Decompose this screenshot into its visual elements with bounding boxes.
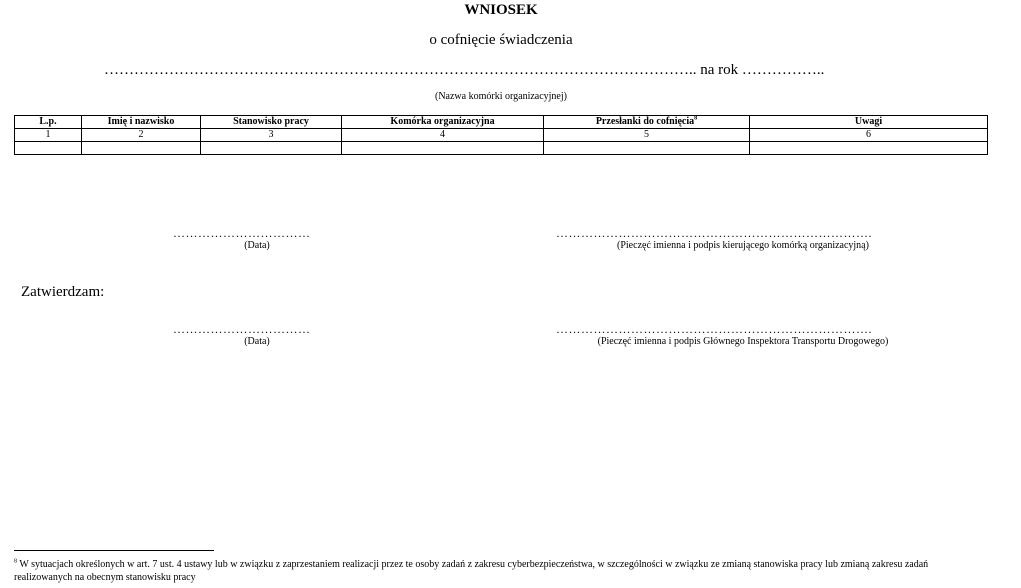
manager-signature-dots: …………………………………………………………………. (556, 226, 872, 240)
header-unit: Komórka organizacyjna (342, 116, 544, 129)
col-number: 6 (750, 129, 988, 142)
footnote-divider (14, 550, 214, 551)
date2-dots: …………………………… (173, 322, 311, 336)
footnote-number: 8 (14, 558, 17, 565)
footnote-mark: 8 (694, 115, 698, 122)
header-position: Stanowisko pracy (201, 116, 342, 129)
empty-cell[interactable] (342, 142, 544, 155)
empty-cell[interactable] (544, 142, 750, 155)
table-empty-row (15, 142, 988, 155)
footnote (14, 558, 979, 584)
header-lp: L.p. (15, 116, 82, 129)
document-subtitle: o cofnięcie świadczenia (429, 32, 573, 48)
request-table (14, 115, 988, 155)
empty-cell[interactable] (82, 142, 201, 155)
unit-caption: (Nazwa komórki organizacyjnej) (435, 91, 567, 102)
table-number-row (15, 129, 988, 142)
header-grounds (544, 116, 750, 129)
empty-cell[interactable] (750, 142, 988, 155)
inspector-signature-dots: …………………………………………………………………. (556, 322, 872, 336)
date-dots: …………………………… (173, 226, 311, 240)
document-title: WNIOSEK (464, 2, 538, 18)
header-remarks: Uwagi (750, 116, 988, 129)
header-grounds-label: Przesłanki do cofnięcia (595, 116, 695, 127)
col-number: 3 (201, 129, 342, 142)
footnote-text: W sytuacjach określonych w art. 7 ust. 4 ustawy lub w związku z zaprzestaniem realizacji przez te osoby zadań z zakresu cyberbezpieczeństwa, w szczególności w związku ze zmianą stanowiska pracy lub zmianą zakresu zadań realizowanych na obecnym stanowisku pracy (14, 559, 929, 583)
header-name: Imię i nazwisko (82, 116, 201, 129)
col-number: 2 (82, 129, 201, 142)
manager-signature-caption: (Pieczęć imienna i podpis kierującego komórką organizacyjną) (617, 240, 869, 251)
empty-cell[interactable] (201, 142, 342, 155)
unit-year-line: ……………………………………………………………………………………………………….. na rok …………….. (104, 62, 825, 78)
table-header-row (15, 116, 988, 129)
col-number: 4 (342, 129, 544, 142)
col-number: 5 (544, 129, 750, 142)
approve-label: Zatwierdzam: (21, 284, 105, 300)
date2-caption: (Data) (244, 336, 270, 347)
inspector-signature-caption: (Pieczęć imienna i podpis Głównego Inspektora Transportu Drogowego) (597, 336, 889, 347)
col-number: 1 (15, 129, 82, 142)
date-caption: (Data) (244, 240, 270, 251)
empty-cell[interactable] (15, 142, 82, 155)
